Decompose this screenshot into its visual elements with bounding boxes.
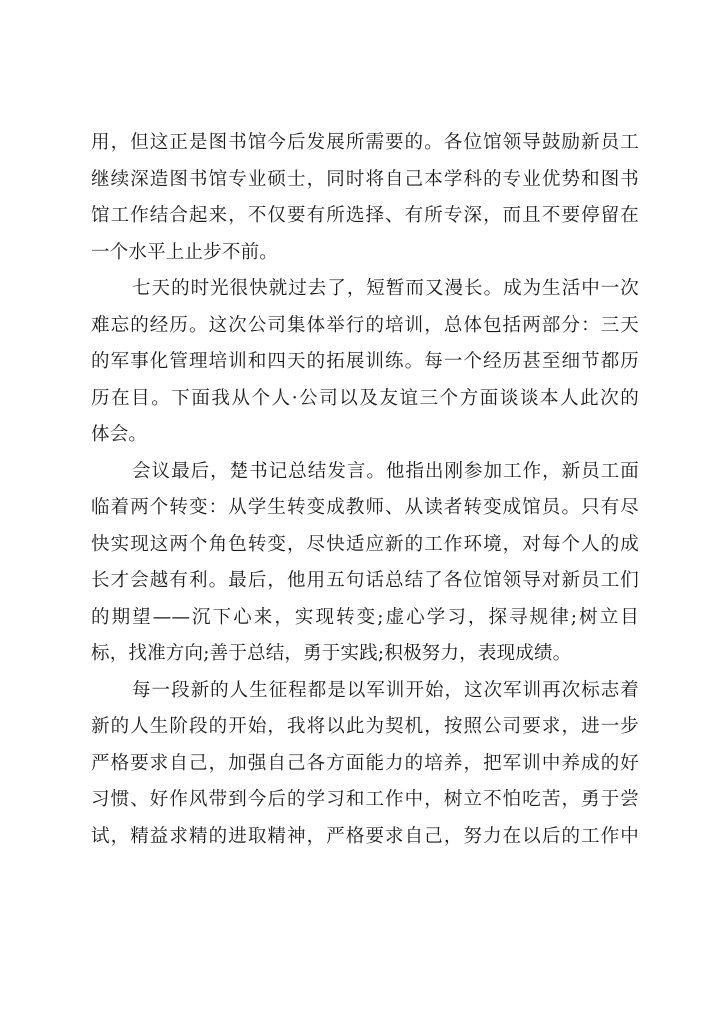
text-line: 用，但这正是图书馆今后发展所需要的。各位馆领导鼓励新员工 (91, 132, 639, 153)
text-line: 试，精益求精的进取精神，严格要求自己，努力在以后的工作中 (91, 825, 639, 847)
text-line: 一个水平上止步不前。 (91, 241, 279, 263)
paragraph-1 (91, 125, 639, 271)
document-body (91, 125, 639, 855)
paragraph-3 (91, 454, 639, 673)
text-line: 历在目。下面我从个人·公司以及友谊三个方面谈谈本人此次的 (91, 387, 639, 409)
text-line: 馆工作结合起来，不仅要有所选择、有所专深，而且不要停留在 (91, 205, 639, 226)
paragraph-4 (91, 673, 639, 856)
text-line: 的期望——沉下心来，实现转变;虚心学习，探寻规律;树立目 (91, 606, 639, 628)
text-line: 严格要求自己，加强自己各方面能力的培养，把军训中养成的好 (91, 752, 639, 774)
text-line: 每一段新的人生征程都是以军训开始，这次军训再次标志着 (132, 679, 639, 701)
text-line: 新的人生阶段的开始，我将以此为契机，按照公司要求，进一步 (91, 716, 639, 737)
text-line: 难忘的经历。这次公司集体举行的培训，总体包括两部分：三天 (91, 314, 639, 336)
text-line: 长才会越有利。最后，他用五句话总结了各位馆领导对新员工们 (91, 570, 639, 591)
text-line: 习惯、好作风带到今后的学习和工作中，树立不怕吃苦，勇于尝 (91, 789, 639, 810)
text-line: 体会。 (91, 424, 148, 445)
paragraph-2 (91, 271, 639, 454)
text-line: 的军事化管理培训和四天的拓展训练。每一个经历甚至细节都历 (91, 351, 639, 372)
text-line: 七天的时光很快就过去了，短暂而又漫长。成为生活中一次 (132, 278, 639, 299)
text-line: 临着两个转变：从学生转变成教师、从读者转变成馆员。只有尽 (91, 497, 639, 518)
text-line: 标，找准方向;善于总结，勇于实践;积极努力，表现成绩。 (91, 643, 572, 664)
text-line: 快实现这两个角色转变，尽快适应新的工作环境，对每个人的成 (91, 533, 639, 555)
text-line: 继续深造图书馆专业硕士，同时将自己本学科的专业优势和图书 (91, 168, 639, 190)
text-line: 会议最后，楚书记总结发言。他指出刚参加工作，新员工面 (132, 460, 639, 482)
